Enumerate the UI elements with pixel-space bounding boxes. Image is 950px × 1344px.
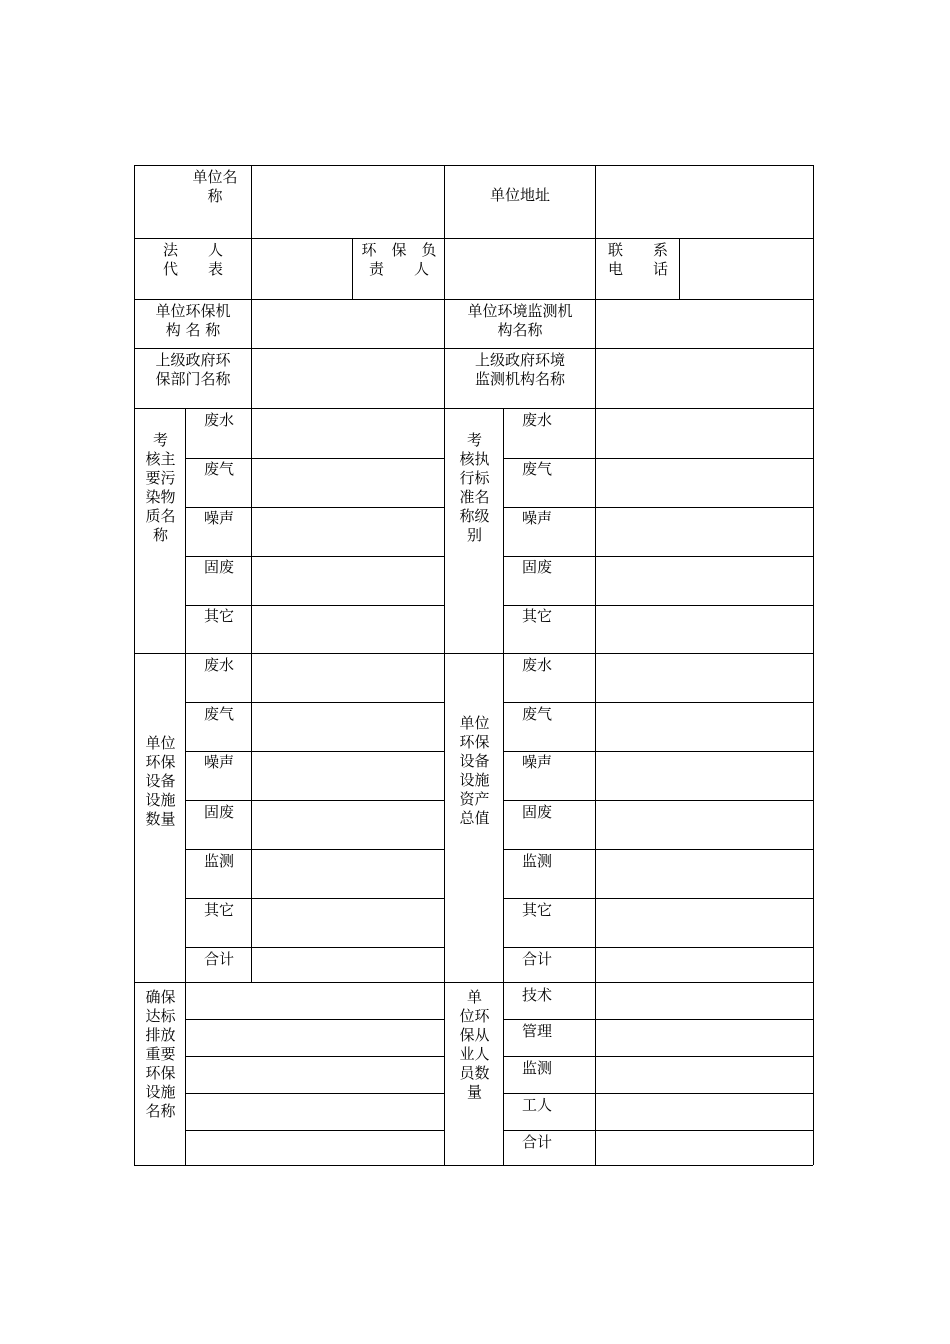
facility-row-label: 废水 — [522, 656, 553, 674]
grid-line — [134, 1165, 813, 1166]
pollutant-row-label: 噪声 — [204, 509, 235, 527]
grid-line — [503, 751, 813, 752]
grid-line — [503, 1130, 813, 1131]
contact-phone-label: 联 系 电 话 — [607, 241, 668, 278]
facility-row-label: 其它 — [204, 901, 235, 919]
grid-line — [134, 408, 813, 409]
pollutant-row-label: 废水 — [204, 411, 235, 429]
pollutant-row-label: 固废 — [204, 558, 235, 576]
grid-line — [185, 408, 186, 1165]
key-facilities-label: 确保 达标 排放 重要 环保 设施 名称 — [145, 988, 176, 1120]
facility-row-label: 废水 — [204, 656, 235, 674]
grid-line — [134, 165, 813, 166]
facility-count-label: 单位 环保 设备 设施 数量 — [145, 734, 176, 828]
pollutant-row-label: 废气 — [204, 460, 235, 478]
facility-row-label: 固废 — [522, 803, 553, 821]
legal-rep-label: 法 人 代 表 — [162, 241, 223, 278]
facility-row-label: 噪声 — [204, 753, 235, 771]
grid-line — [503, 947, 813, 948]
facility-row-label: 其它 — [522, 901, 553, 919]
pollutant-row-label: 固废 — [522, 558, 553, 576]
grid-line — [185, 1130, 444, 1131]
grid-line — [503, 458, 813, 459]
pollutant-row-label: 废气 — [522, 460, 553, 478]
grid-line — [134, 299, 813, 300]
grid-line — [503, 898, 813, 899]
grid-line — [185, 507, 444, 508]
facility-row-label: 固废 — [204, 803, 235, 821]
grid-line — [185, 702, 444, 703]
grid-line — [251, 165, 252, 408]
grid-line — [503, 1019, 813, 1020]
facility-row-label: 废气 — [204, 705, 235, 723]
grid-line — [185, 605, 444, 606]
grid-line — [185, 1056, 444, 1057]
grid-line — [134, 165, 135, 1165]
grid-line — [503, 702, 813, 703]
grid-line — [503, 408, 504, 1165]
pollutant-row-label: 其它 — [204, 607, 235, 625]
unit-name-label: 单位名 称 — [192, 168, 238, 205]
grid-line — [444, 165, 445, 1165]
staff-row-label: 工人 — [522, 1096, 553, 1114]
grid-line — [503, 605, 813, 606]
grid-line — [134, 982, 813, 983]
env-org-name-label: 单位环保机 构 名 称 — [155, 302, 231, 339]
facility-row-label: 噪声 — [522, 753, 553, 771]
grid-line — [185, 1019, 444, 1020]
env-responsible-label: 环 保 负 责 人 — [361, 241, 437, 278]
grid-line — [503, 507, 813, 508]
grid-line — [185, 458, 444, 459]
staff-row-label: 管理 — [522, 1022, 553, 1040]
staff-count-label: 单 位环 保从 业人 员数 量 — [459, 988, 490, 1101]
unit-address-label: 单位地址 — [489, 186, 550, 204]
facility-row-label: 合计 — [522, 950, 553, 968]
facility-row-label: 监测 — [522, 852, 553, 870]
grid-line — [185, 898, 444, 899]
pollutant-row-label: 废水 — [522, 411, 553, 429]
grid-line — [595, 165, 596, 1165]
grid-line — [503, 1056, 813, 1057]
grid-line — [134, 653, 813, 654]
staff-row-label: 合计 — [522, 1133, 553, 1151]
pollutant-row-label: 其它 — [522, 607, 553, 625]
staff-row-label: 监测 — [522, 1059, 553, 1077]
grid-line — [134, 238, 813, 239]
grid-line — [503, 1093, 813, 1094]
grid-line — [503, 849, 813, 850]
assessed-pollutants-label: 考 核主 要污 染物 质名 称 — [145, 431, 176, 544]
staff-row-label: 技术 — [522, 986, 553, 1004]
grid-line — [185, 1093, 444, 1094]
grid-line — [185, 947, 444, 948]
env-monitor-org-label: 单位环境监测机 构名称 — [467, 302, 573, 339]
facility-assets-label: 单位 环保 设备 设施 资产 总值 — [459, 714, 490, 827]
grid-line — [503, 556, 813, 557]
grid-line — [352, 238, 353, 299]
grid-line — [679, 238, 680, 299]
grid-line — [251, 408, 252, 982]
superior-env-dept-label: 上级政府环 保部门名称 — [155, 351, 231, 388]
grid-line — [813, 165, 814, 1165]
facility-row-label: 合计 — [204, 950, 235, 968]
standard-level-label: 考 核执 行标 准名 称级 别 — [459, 431, 490, 544]
facility-row-label: 监测 — [204, 852, 235, 870]
superior-monitor-org-label: 上级政府环境 监测机构名称 — [474, 351, 565, 388]
pollutant-row-label: 噪声 — [522, 509, 553, 527]
grid-line — [185, 800, 444, 801]
facility-row-label: 废气 — [522, 705, 553, 723]
grid-line — [185, 556, 444, 557]
grid-line — [185, 849, 444, 850]
grid-line — [503, 800, 813, 801]
grid-line — [134, 348, 813, 349]
grid-line — [185, 751, 444, 752]
